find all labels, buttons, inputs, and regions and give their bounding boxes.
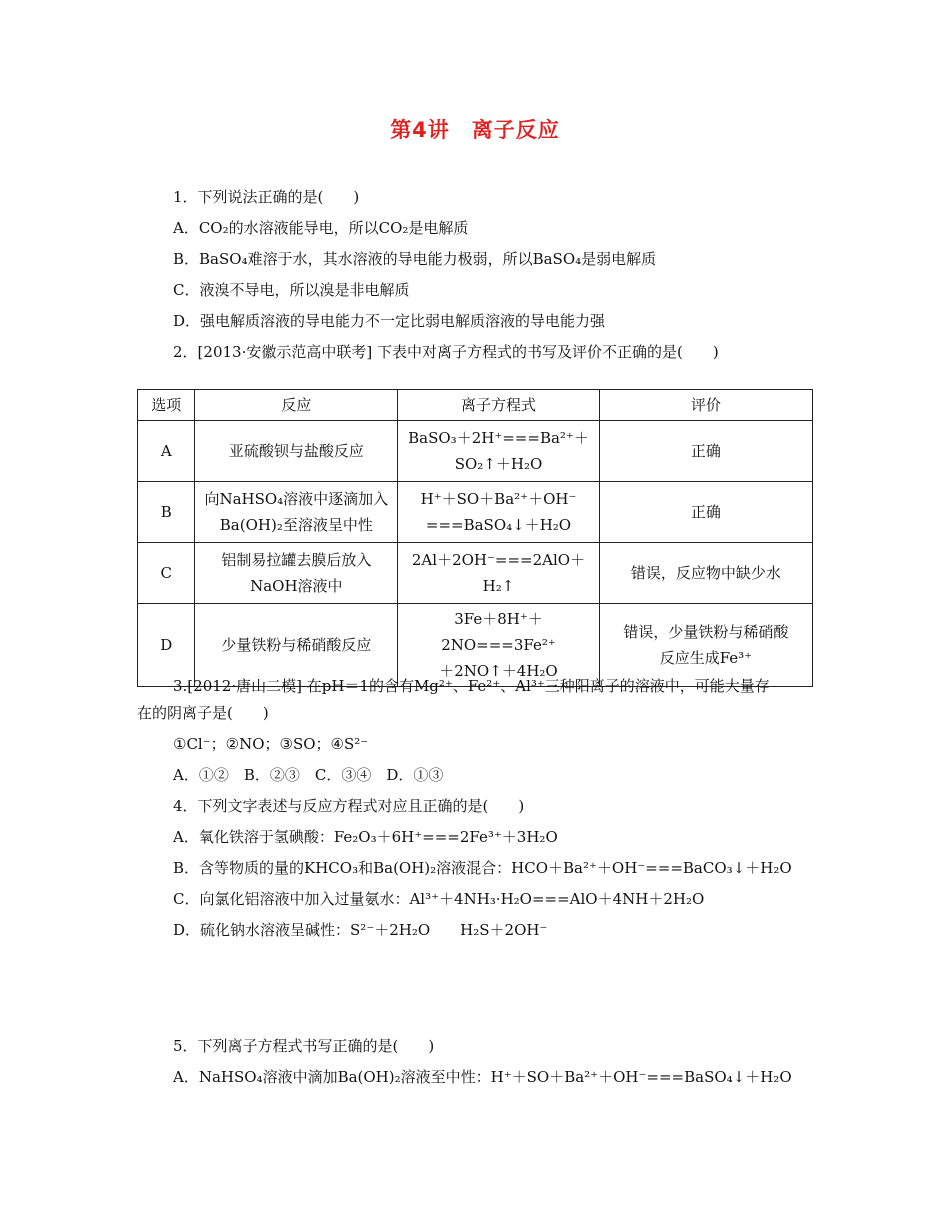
cell-equation (398, 604, 600, 687)
cell-line: BaSO₃＋2H⁺===Ba²⁺＋ (408, 429, 589, 447)
cell-reaction (195, 604, 398, 687)
cell-line: 2Al＋2OH⁻===2AlO＋H₂↑ (411, 551, 586, 595)
cell-line: 错误，少量铁粉与稀硝酸 (623, 623, 789, 641)
q4-option-b: B．含等物质的量的KHCO₃和Ba(OH)₂溶液混合：HCO＋Ba²⁺＋OH⁻===BaCO₃↓＋H₂O (173, 859, 792, 877)
q3-stem-line2: 在的阴离子是( ) (137, 704, 269, 722)
cell-line: SO₂↑＋H₂O (454, 455, 543, 473)
header-reaction: 反应 (195, 390, 398, 421)
cell-equation (398, 543, 600, 604)
cell-line: ＋2NO↑＋4H₂O (439, 662, 558, 680)
q3-stem-line1: 3.[2012·唐山二模] 在pH＝1的含有Mg²⁺、Fe²⁺、Al³⁺三种阳离子的溶液中，可能大量存 (173, 677, 770, 695)
cell-line: ===BaSO₄↓＋H₂O (425, 516, 572, 534)
cell-line: H⁺＋SO＋Ba²⁺＋OH⁻ (420, 490, 577, 508)
q5-option-a: A．NaHSO₄溶液中滴加Ba(OH)₂溶液至中性：H⁺＋SO＋Ba²⁺＋OH⁻===BaSO₄↓＋H₂O (173, 1068, 792, 1086)
table-row (138, 482, 813, 543)
header-equation: 离子方程式 (398, 390, 600, 421)
cell-option: B (138, 482, 195, 543)
cell-option: D (138, 604, 195, 687)
cell-reaction (195, 421, 398, 482)
cell-line: 铝制易拉罐去膜后放入 (221, 551, 372, 569)
cell-equation (398, 421, 600, 482)
cell-line: 反应生成Fe³⁺ (659, 649, 753, 667)
evaluation-table (137, 389, 813, 687)
table-row (138, 604, 813, 687)
cell-line: 正确 (690, 503, 721, 521)
cell-evaluation (599, 421, 812, 482)
table-row (138, 543, 813, 604)
cell-evaluation (599, 604, 812, 687)
q4-option-a: A．氧化铁溶于氢碘酸：Fe₂O₃＋6H⁺===2Fe³⁺＋3H₂O (173, 828, 558, 846)
cell-reaction (195, 482, 398, 543)
cell-reaction (195, 543, 398, 604)
cell-line: 少量铁粉与稀硝酸反应 (221, 636, 372, 654)
cell-line: 3Fe＋8H⁺＋2NO===3Fe²⁺ (441, 610, 556, 654)
q1-option-c: C．液溴不导电，所以溴是非电解质 (173, 281, 410, 299)
q2-stem: 2．[2013·安徽示范高中联考] 下表中对离子方程式的书写及评价不正确的是( ) (173, 343, 719, 361)
q1-option-a: A．CO₂的水溶液能导电，所以CO₂是电解质 (173, 219, 469, 237)
header-option: 选项 (138, 390, 195, 421)
cell-option: A (138, 421, 195, 482)
q1-option-b: B．BaSO₄难溶于水，其水溶液的导电能力极弱，所以BaSO₄是弱电解质 (173, 250, 657, 268)
q4-option-d: D．硫化钠水溶液呈碱性：S²⁻＋2H₂O H₂S＋2OH⁻ (173, 921, 548, 939)
cell-line: NaOH溶液中 (250, 577, 343, 595)
table-row (138, 421, 813, 482)
cell-line: 正确 (690, 442, 721, 460)
cell-evaluation (599, 543, 812, 604)
cell-evaluation (599, 482, 812, 543)
q3-ions: ①Cl⁻；②NO；③SO；④S²⁻ (173, 735, 369, 753)
page-title: 第4讲 离子反应 (390, 118, 560, 142)
q3-options: A．①② B．②③ C．③④ D．①③ (173, 766, 444, 784)
cell-equation (398, 482, 600, 543)
cell-option: C (138, 543, 195, 604)
q1-option-d: D．强电解质溶液的导电能力不一定比弱电解质溶液的导电能力强 (173, 312, 606, 330)
cell-line: 向NaHSO₄溶液中逐滴加入 (204, 490, 389, 508)
q4-stem: 4．下列文字表述与反应方程式对应且正确的是( ) (173, 797, 525, 815)
q1-stem: 1．下列说法正确的是( ) (173, 188, 360, 206)
cell-line: 错误，反应物中缺少水 (630, 564, 781, 582)
header-evaluation: 评价 (599, 390, 812, 421)
q5-stem: 5．下列离子方程式书写正确的是( ) (173, 1037, 435, 1055)
q4-option-c: C．向氯化铝溶液中加入过量氨水：Al³⁺＋4NH₃·H₂O===AlO＋4NH＋2H₂O (173, 890, 705, 908)
table-header-row (138, 390, 813, 421)
cell-line: Ba(OH)₂至溶液呈中性 (219, 516, 373, 534)
cell-line: 亚硫酸钡与盐酸反应 (228, 442, 364, 460)
